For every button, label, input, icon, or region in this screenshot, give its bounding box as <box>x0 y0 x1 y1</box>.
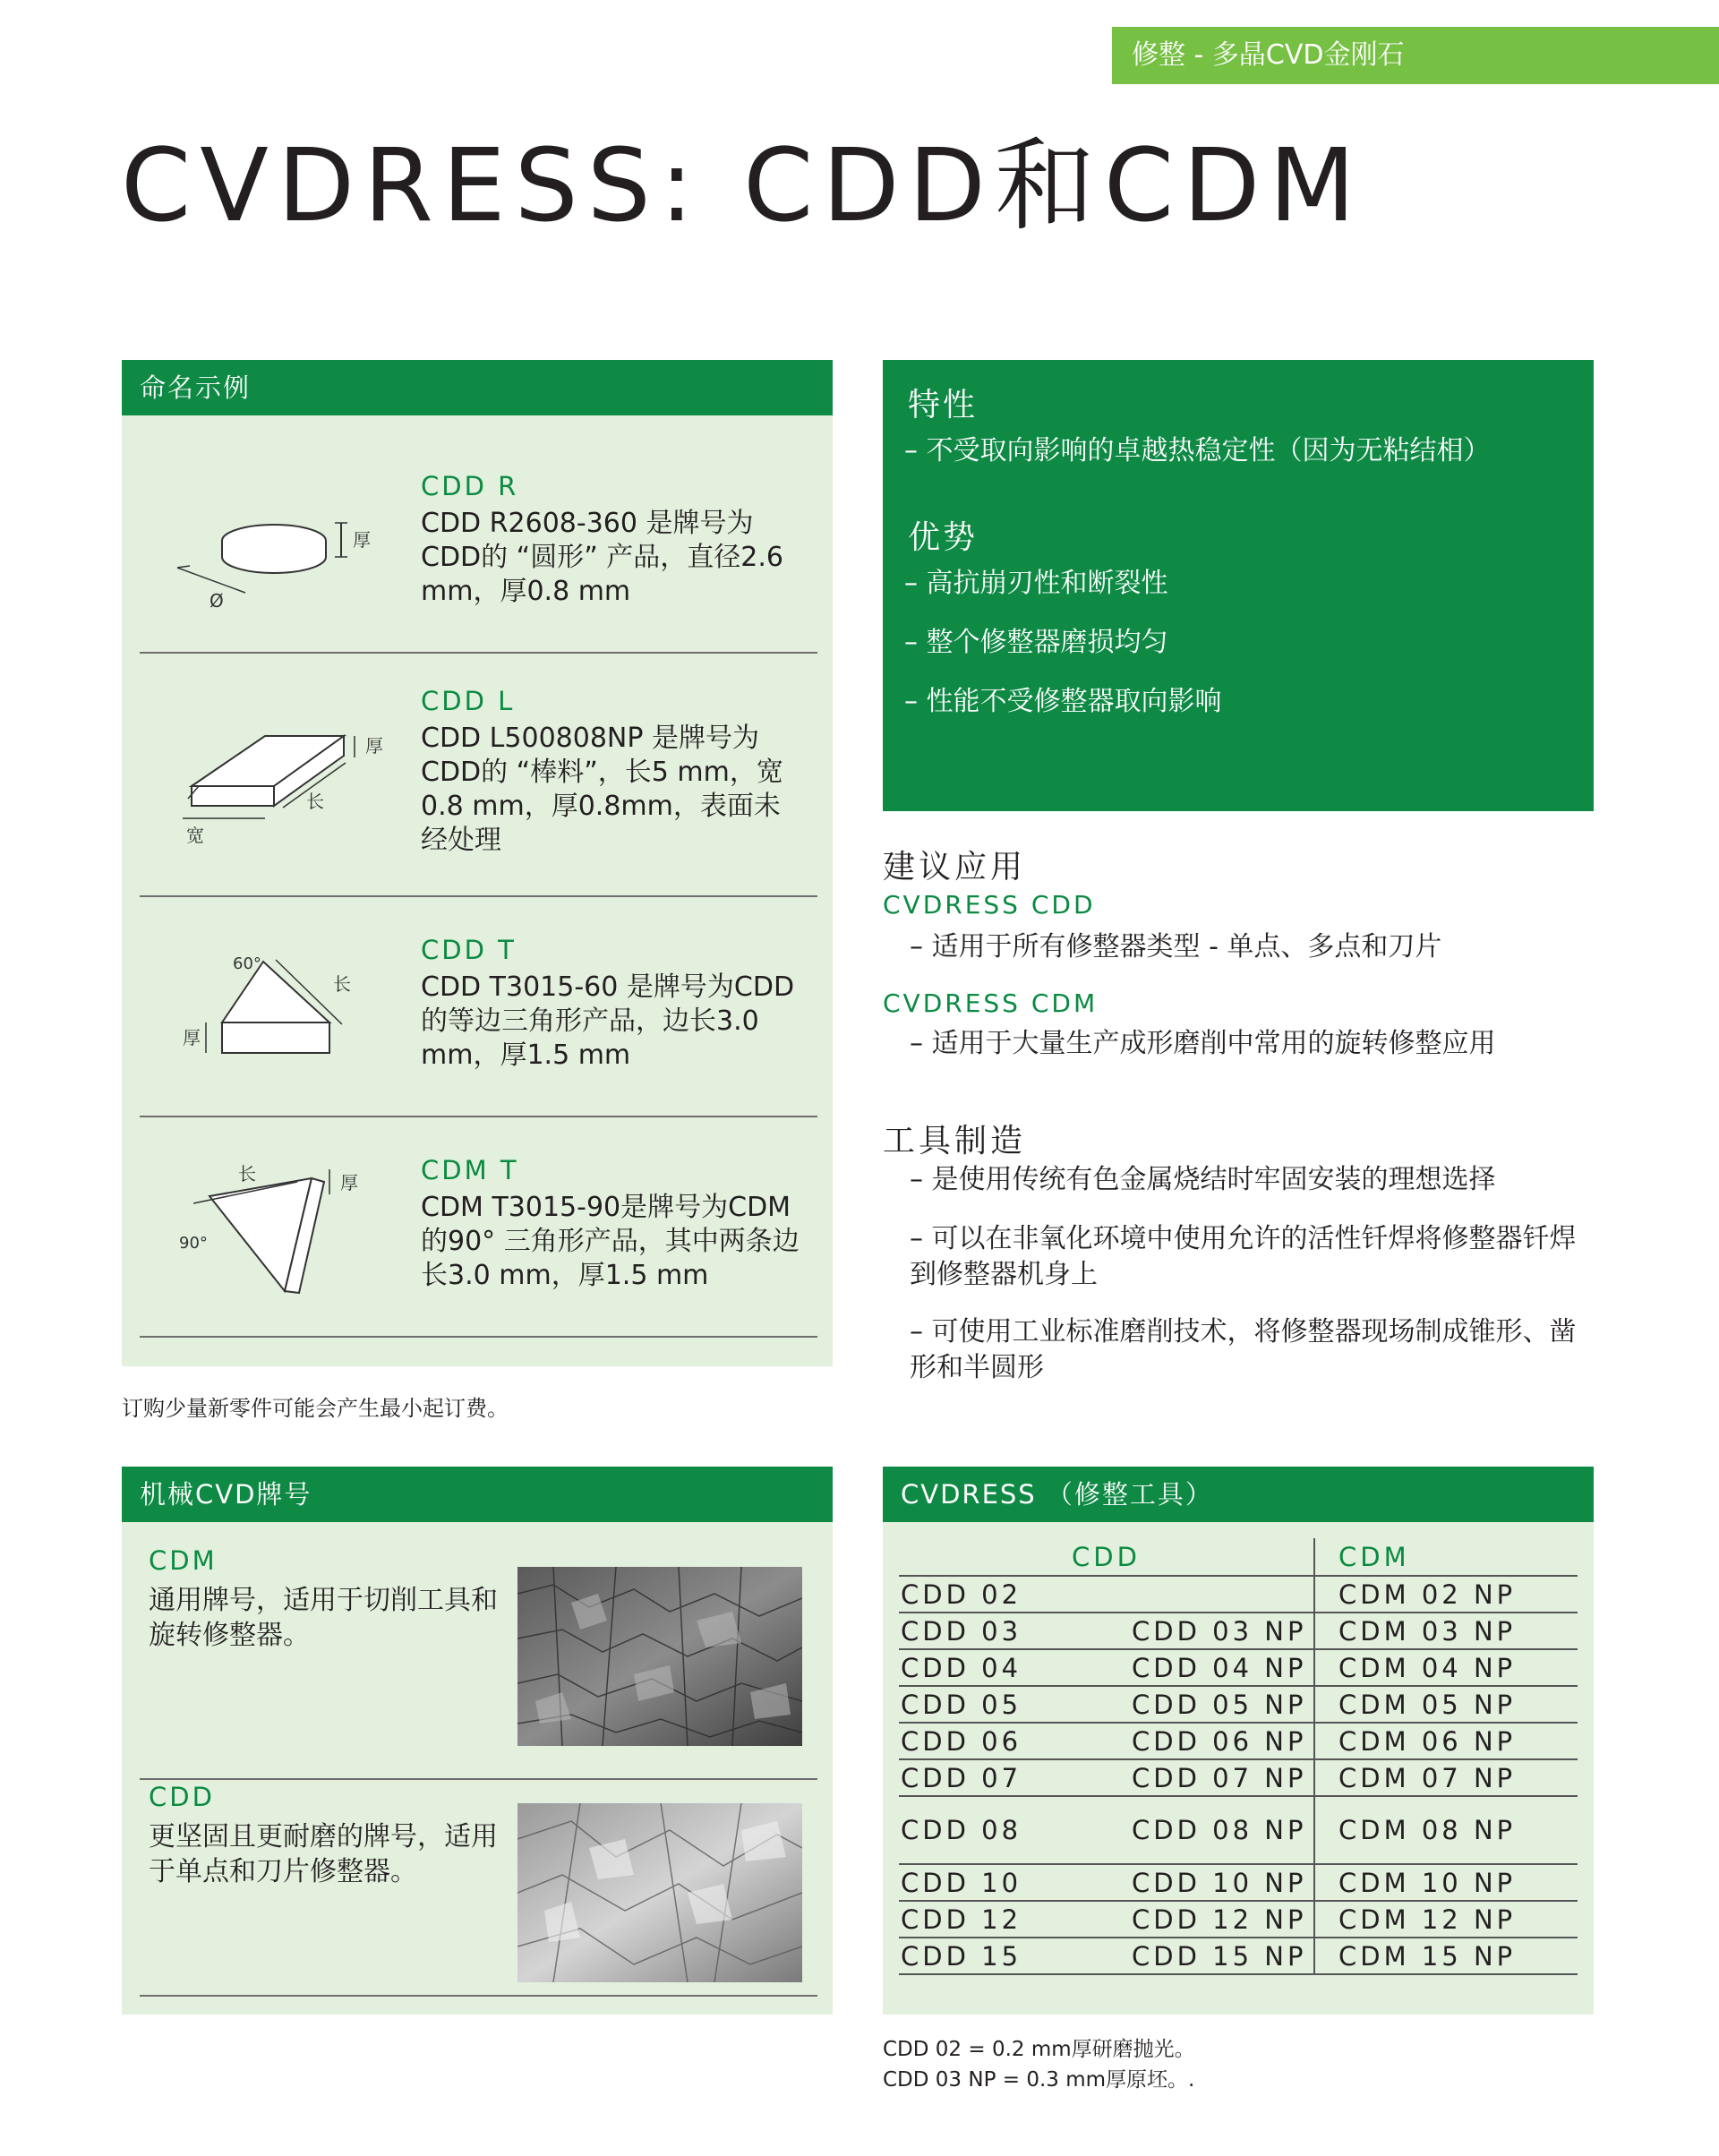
naming-item-triangle <box>140 897 817 1117</box>
table-cell: CDD 06 NP <box>1125 1723 1314 1759</box>
length-label: 长 <box>333 973 351 995</box>
table-cell: CDD 08 <box>899 1796 1125 1864</box>
table-cell: CDD 08 NP <box>1125 1796 1314 1864</box>
thickness-label: 厚 <box>365 735 383 757</box>
naming-desc: CDM T3015-90是牌号为CDM的90° 三角形产品，其中两条边长3.0 mm，厚1.5 mm <box>421 1192 800 1291</box>
length-label: 长 <box>306 791 324 812</box>
table-row <box>899 1576 1578 1613</box>
table-row <box>899 1796 1578 1864</box>
thickness-label: 厚 <box>340 1172 358 1194</box>
table-cell: CDD 10 <box>899 1864 1125 1901</box>
naming-examples-panel <box>122 360 833 1366</box>
properties-heading: 特性 <box>908 387 979 424</box>
applications-heading: 建议应用 <box>883 849 1027 886</box>
table-row <box>899 1723 1578 1759</box>
table-cell: CDD 05 <box>899 1686 1125 1723</box>
table-cell <box>1125 1576 1314 1613</box>
table-cell: CDD 07 <box>899 1759 1125 1796</box>
bar-diagram <box>140 654 408 897</box>
naming-desc: CDD L500808NP 是牌号为CDD的 “棒料”，长5 mm，宽0.8 mm，厚0.8mm，表面未经处理 <box>421 723 783 856</box>
naming-item-right-triangle <box>140 1117 817 1338</box>
table-cell: CDM 06 NP <box>1314 1723 1578 1759</box>
advantage-item: – 性能不受修整器取向影响 <box>904 686 1222 717</box>
table-cell: CDM 02 NP <box>1314 1576 1578 1613</box>
table-cell: CDM 15 NP <box>1314 1938 1578 1974</box>
table-cell: CDM 12 NP <box>1314 1901 1578 1938</box>
table-cell: CDD 04 <box>899 1649 1125 1686</box>
table-row <box>899 1686 1578 1723</box>
tooling-item: – 是使用传统有色金属烧结时牢固安装的理想选择 <box>910 1164 1496 1195</box>
table-cell: CDD 12 <box>899 1901 1125 1938</box>
thickness-label: 厚 <box>183 1027 201 1048</box>
cvdress-cdm-heading: CVDRESS CDM <box>883 988 1099 1018</box>
table-cell: CDM 05 NP <box>1314 1686 1578 1723</box>
min-order-note: 订购少量新零件可能会产生最小起订费。 <box>122 1396 509 1421</box>
table-cell: CDM 03 NP <box>1314 1613 1578 1649</box>
table-cell: CDD 10 NP <box>1125 1864 1314 1901</box>
triangle-diagram <box>140 897 408 1117</box>
table-cell: CDD 15 NP <box>1125 1938 1314 1974</box>
table-row <box>899 1759 1578 1796</box>
diameter-label: Ø <box>210 590 224 612</box>
footnote: CDD 03 NP = 0.3 mm厚原坯。. <box>883 2068 1195 2092</box>
mechanical-grades-header: 机械CVD牌号 <box>122 1467 833 1522</box>
angle-label: 90° <box>179 1234 208 1253</box>
properties-panel <box>883 360 1594 811</box>
table-row <box>899 1901 1578 1938</box>
grade-desc: 更坚固且更耐磨的牌号，适用于单点和刀片修整器。 <box>149 1821 498 1887</box>
column-header-cdm: CDM <box>1314 1538 1578 1576</box>
mechanical-grades-panel <box>122 1467 833 2015</box>
naming-code: CDM T <box>421 1155 519 1185</box>
table-cell: CDM 07 NP <box>1314 1759 1578 1796</box>
table-cell: CDD 15 <box>899 1938 1125 1974</box>
table-cell: CDD 05 NP <box>1125 1686 1314 1723</box>
naming-item-bar <box>140 654 817 897</box>
application-item: – 适用于大量生产成形磨削中常用的旋转修整应用 <box>910 1028 1496 1059</box>
table-cell: CDD 07 NP <box>1125 1759 1314 1796</box>
table-cell: CDD 03 <box>899 1613 1125 1649</box>
naming-code: CDD R <box>421 471 519 501</box>
table-cell: CDM 08 NP <box>1314 1796 1578 1864</box>
cdd-microstructure-image <box>517 1803 802 1982</box>
property-item: – 不受取向影响的卓越热稳定性（因为无粘结相） <box>904 435 1491 466</box>
round-disc-diagram <box>140 415 408 654</box>
naming-code: CDD T <box>421 935 517 965</box>
cvdress-grades-panel <box>883 1467 1594 2015</box>
right-triangle-diagram <box>140 1117 408 1338</box>
table-cell: CDM 10 NP <box>1314 1864 1578 1901</box>
page-title: CVDRESS: CDD和CDM <box>121 128 1364 244</box>
grade-code: CDD <box>149 1782 215 1812</box>
angle-label: 60° <box>233 954 261 973</box>
grade-desc: 通用牌号，适用于切削工具和旋转修整器。 <box>149 1585 498 1651</box>
naming-desc: CDD R2608-360 是牌号为CDD的 “圆形” 产品，直径2.6 mm，厚0.8 mm <box>421 508 784 607</box>
table-cell: CDD 06 <box>899 1723 1125 1759</box>
advantages-heading: 优势 <box>908 519 979 556</box>
grade-code: CDM <box>149 1545 218 1576</box>
cvdress-cdd-heading: CVDRESS CDD <box>883 890 1096 920</box>
table-row <box>899 1938 1578 1974</box>
table-row <box>899 1613 1578 1649</box>
table-cell: CDD 02 <box>899 1576 1125 1613</box>
footnotes <box>883 2034 1195 2095</box>
column-header-cdd: CDD <box>899 1538 1314 1576</box>
table-cell: CDM 04 NP <box>1314 1649 1578 1686</box>
naming-code: CDD L <box>421 686 516 716</box>
divider <box>140 1778 817 1780</box>
table-cell: CDD 03 NP <box>1125 1613 1314 1649</box>
application-item: – 适用于所有修整器类型 - 单点、多点和刀片 <box>910 931 1442 962</box>
divider <box>140 1995 817 1997</box>
table-row <box>899 1649 1578 1686</box>
naming-desc: CDD T3015-60 是牌号为CDD的等边三角形产品，边长3.0 mm，厚1.5 mm <box>421 971 795 1071</box>
tooling-heading: 工具制造 <box>883 1123 1027 1159</box>
tooling-item: – 可以在非氧化环境中使用允许的活性钎焊将修整器钎焊到修整器机身上 <box>910 1223 1577 1290</box>
table-header-row <box>899 1538 1578 1576</box>
naming-examples-header: 命名示例 <box>122 360 833 415</box>
thickness-label: 厚 <box>353 529 371 551</box>
width-label: 宽 <box>186 825 204 846</box>
table-row <box>899 1864 1578 1901</box>
table-cell: CDD 04 NP <box>1125 1649 1314 1686</box>
footnote: CDD 02 = 0.2 mm厚研磨抛光。 <box>883 2038 1195 2061</box>
advantage-item: – 整个修整器磨损均匀 <box>904 627 1168 658</box>
section-tag: 修整 - 多晶CVD金刚石 <box>1112 27 1719 84</box>
naming-item-round <box>140 415 817 654</box>
length-label: 长 <box>238 1163 256 1185</box>
tooling-item: – 可使用工业标准磨削技术，将修整器现场制成锥形、凿形和半圆形 <box>910 1316 1577 1383</box>
cdm-microstructure-image <box>517 1567 802 1746</box>
grades-table <box>899 1538 1578 1975</box>
table-cell: CDD 12 NP <box>1125 1901 1314 1938</box>
advantage-item: – 高抗崩刃性和断裂性 <box>904 568 1168 599</box>
cvdress-grades-header: CVDRESS （修整工具） <box>883 1467 1594 1522</box>
